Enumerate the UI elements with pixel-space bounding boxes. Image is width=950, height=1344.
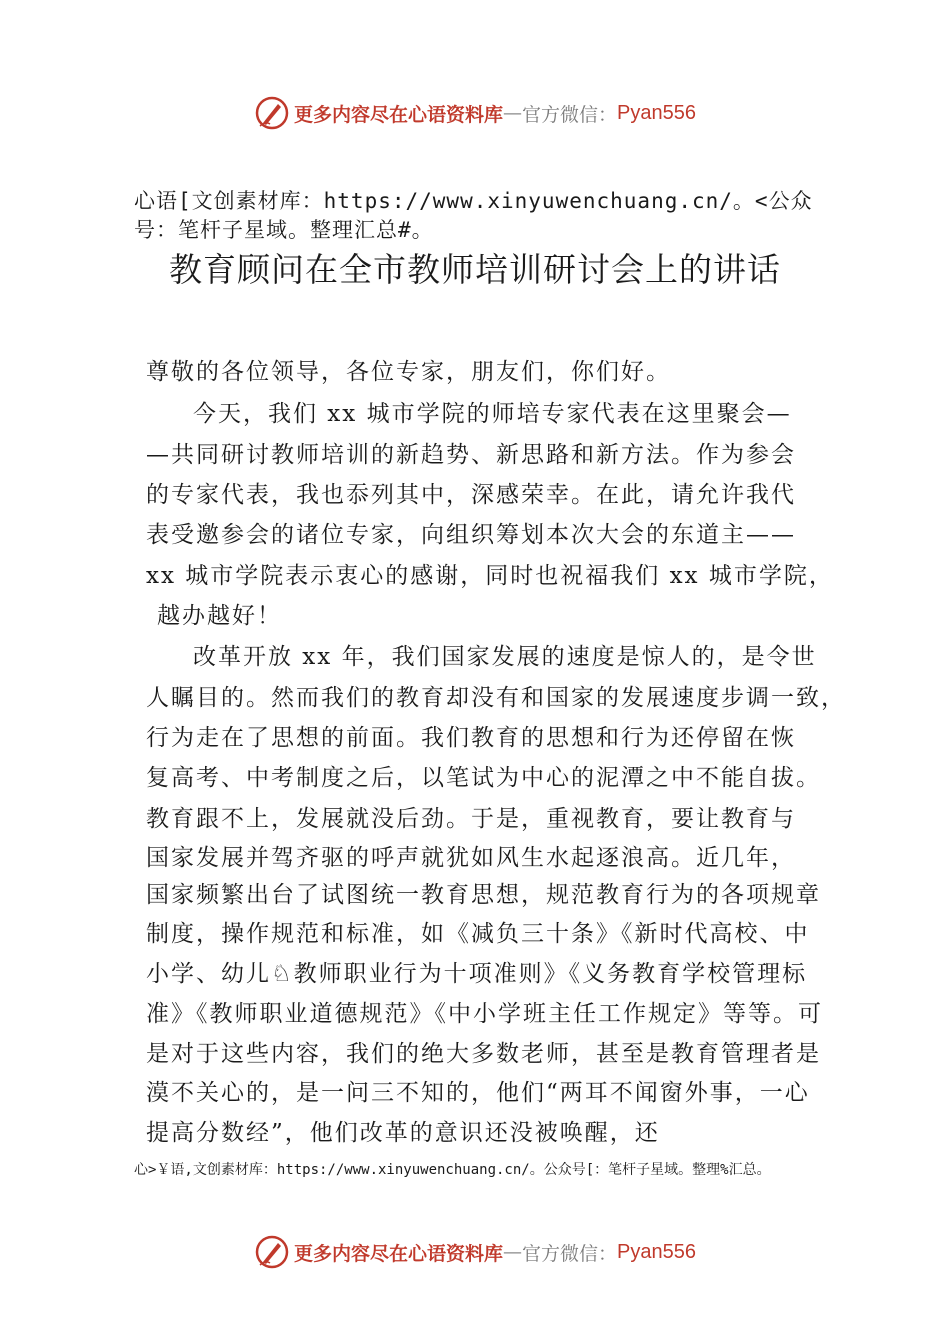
top-banner — [0, 93, 950, 133]
banner-wechat-id: Pyan556 — [617, 101, 696, 124]
quill-logo-icon — [254, 95, 290, 131]
page-title: 教育顾问在全市教师培训研讨会上的讲话 — [169, 250, 781, 289]
banner-main-text: 更多内容尽在心语资料库 — [294, 1242, 504, 1265]
body-line: 准》《教师职业道德规范》《中小学班主任工作规定》等等。可 — [146, 1001, 823, 1027]
body-line: 改革开放 xx 年，我们国家发展的速度是惊人的，是令世 — [193, 644, 817, 670]
body-line: —共同研讨教师培训的新趋势、新思路和新方法。作为参会 — [146, 442, 796, 468]
body-line: 的专家代表，我也忝列其中，深感荣幸。在此，请允许我代 — [146, 482, 796, 508]
banner-sub-text: 官方微信： — [522, 103, 618, 126]
body-line: 表受邀参会的诸位专家，向组织筹划本次大会的东道主—— — [146, 522, 796, 548]
body-line: 是对于这些内容，我们的绝大多数老师，甚至是教育管理者是 — [146, 1041, 821, 1067]
body-line: 国家频繁出台了试图统一教育思想，规范教育行为的各项规章 — [146, 882, 821, 908]
body-line: 漠不关心的，是一问三不知的，他们“两耳不闻窗外事，一心 — [146, 1080, 810, 1106]
body-line: 小学、幼儿♘教师职业行为十项准则》《义务教育学校管理标 — [146, 961, 808, 987]
body-line: xx 城市学院表示衷心的感谢，同时也祝福我们 xx 城市学院， — [146, 563, 834, 589]
banner-separator: — — [503, 102, 523, 124]
body-line: 制度，操作规范和标准，如《减负三十条》《新时代高校、中 — [146, 921, 810, 947]
banner-sub-text: 官方微信： — [522, 1242, 618, 1265]
banner-wechat-id: Pyan556 — [617, 1240, 696, 1263]
body-line: 提高分数经”，他们改革的意识还没被唤醒，还 — [146, 1120, 660, 1146]
footer-note: 心>￥语,文创素材库：https://www.xinyuwenchuang.cn/。公众号[：笔杆子星域。整理%汇总。 — [134, 1162, 771, 1178]
body-line: 今天，我们 xx 城市学院的师培专家代表在这里聚会— — [193, 401, 792, 427]
body-line: 尊敬的各位领导，各位专家，朋友们，你们好。 — [146, 359, 671, 385]
banner-main-text: 更多内容尽在心语资料库 — [294, 103, 504, 126]
banner-separator: — — [503, 1241, 523, 1263]
body-line: 行为走在了思想的前面。我们教育的思想和行为还停留在恢 — [146, 725, 796, 751]
body-line: 越办越好！ — [157, 603, 282, 629]
quill-logo-icon — [254, 1234, 290, 1270]
body-line: 复高考、中考制度之后，以笔试为中心的泥潭之中不能自拔。 — [146, 765, 821, 791]
header-note: 心语[文创素材库：https://www.xinyuwenchuang.cn/。<公众号：笔杆子星域。整理汇总#。 — [134, 189, 813, 242]
body-line: 教育跟不上，发展就没后劲。于是，重视教育，要让教育与 — [146, 806, 796, 832]
body-line: 国家发展并驾齐驱的呼声就犹如风生水起逐浪高。近几年， — [146, 845, 796, 871]
body-line: 人瞩目的。然而我们的教育却没有和国家的发展速度步调一致， — [146, 685, 846, 711]
bottom-banner — [0, 1232, 950, 1272]
